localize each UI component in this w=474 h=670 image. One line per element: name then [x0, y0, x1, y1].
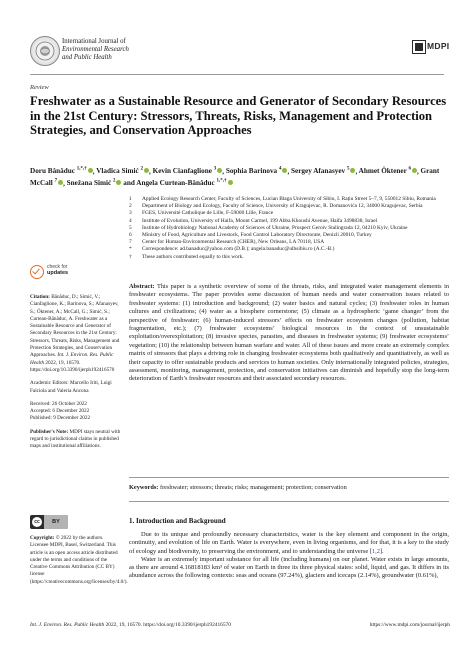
article-title: Freshwater as a Sustainable Resource and Generator of Secondary Resources in the 21st Century: Stressors, Threats, Risks, Management and Protection Strategies, and Conservation Approaches: [30, 94, 447, 137]
journal-name: [62, 38, 129, 62]
author-affiliation-marker: 4: [278, 167, 282, 172]
journal-seal-graphic: [31, 37, 59, 65]
affiliation-item: [129, 246, 449, 253]
by-icon: BY: [44, 515, 68, 529]
check-updates-line1: check for: [47, 264, 68, 270]
left-metadata-column: [30, 294, 122, 457]
journal-logo-icon: [30, 36, 60, 66]
affiliation-item: [129, 225, 449, 232]
mdpi-box-icon: [412, 40, 426, 54]
author-name[interactable]: Sophia Barinova $^4$: [225, 167, 282, 176]
affiliation-text: Correspondence: ad.banaduc@yahoo.com (D.B.); angela.banaduc@ulbsibiu.ro (A.C.-B.): [142, 246, 335, 253]
publisher-name: MDPI: [427, 41, 450, 51]
publisher-note-label: Publisher's Note:: [30, 428, 69, 435]
citation-details[interactable]: 2022, 19, 16570. https://doi.org/10.3390/ijerph192416570: [30, 359, 115, 373]
abstract: [129, 283, 449, 384]
publisher-note-text: MDPI stays neutral with regard to jurisdictional claims in published maps and institutional affiliations.: [30, 428, 121, 450]
author-name[interactable]: Vladica Simić $^2$: [96, 167, 144, 176]
journal-line-3: and Public Health: [62, 54, 112, 61]
editors-names: Marcello Iriti, Luigi Falciola and Valeria Ancona: [30, 380, 112, 394]
author-name[interactable]: Sergey Afanasyev $^5$: [291, 167, 350, 176]
body-paragraph: Water is an extremely important substance for all life (including humans) on our planet. Water exists in large amounts, as there are around 4.16818183 km³ of water on Earth in three its three physical states: solid, liquid, and gas. It differs in its abundance across the following contexts: seas and oceans (97.24%), glaciers and icecaps (2.14%), groundwater (0.61%),: [129, 555, 449, 580]
date-published: Published: 9 December 2022: [30, 415, 91, 422]
citation-journal: Int. J. Environ. Res. Public Health: [30, 352, 114, 366]
keywords: [129, 484, 449, 492]
cc-icon: cc: [32, 517, 42, 527]
editors-label: Academic Editors:: [30, 380, 69, 387]
body-paragraph: [129, 531, 449, 556]
mdpi-logo[interactable]: [412, 40, 450, 54]
editors-block: [30, 380, 122, 395]
affiliation-number: *: [129, 246, 132, 253]
affiliation-text: FGES, Université Catholique de Lille, F-59000 Lille, France: [142, 210, 274, 217]
abstract-label: Abstract:: [129, 283, 155, 290]
affiliation-text: These authors contributed equally to this work.: [142, 253, 244, 260]
affiliation-number: 3: [129, 210, 132, 217]
paragraph-text: Due to its unique and profoundly necessary characteristics, water is the key element and component in the origin, continuity, and evolution of life on Earth. Water is everywhere, even in living organisms, and for that, it is a key to the study of ecology and biodiversity, to preserving the environment, and to understanding the universe [: [129, 531, 449, 555]
author-affiliation-marker: 1,*,†: [76, 167, 87, 172]
footer-journal: Int. J. Environ. Res. Public Health: [30, 622, 105, 628]
citation-label: Citation:: [30, 294, 50, 300]
author-list: Doru Bănăduc $^{1,*,\dagger}$ , Vladica Simić $^2$ , Kevin Cianfaglione $^3$ , Sophia Barinova $^4$ , Sergey Afanasyev $^5$ , Ahmet Öktener $^6$ , Grant McCall $^7$ , Snežana Simić $^2$ and Angela Curtean-Bănăduc $^{1,*,\dagger}$: [30, 167, 440, 188]
author-name[interactable]: Kevin Cianfaglione $^3$: [152, 167, 217, 176]
section-heading: 1. Introduction and Background: [129, 517, 226, 525]
author-affiliation-marker: 5: [346, 167, 350, 172]
check-updates-line2: updates: [47, 269, 69, 276]
footer-volume[interactable]: 2022, 19, 16570. https://doi.org/10.3390/ijerph192416570: [105, 622, 231, 628]
affiliation-number: 5: [129, 224, 132, 231]
abstract-divider: [129, 477, 449, 478]
journal-line-1: International Journal of: [62, 38, 126, 45]
affiliation-number: 2: [129, 203, 132, 210]
cc-by-license-badge[interactable]: [30, 515, 68, 529]
header-divider: [30, 74, 444, 75]
citation-block: [30, 294, 122, 374]
affiliation-text: Ministry of Food, Agriculture and Livestock, Food Control Laboratory Directorate, Denizli 20010, Turkey: [142, 232, 372, 239]
affiliation-number: 6: [129, 232, 132, 239]
author-affiliation-marker: 3: [213, 167, 217, 172]
paragraph-text-end: ].: [379, 547, 384, 555]
check-updates-icon: [30, 265, 44, 279]
orcid-icon[interactable]: [228, 180, 233, 185]
affiliation-item: [129, 203, 449, 210]
affiliation-number: 7: [129, 239, 132, 246]
publisher-note-block: [30, 429, 122, 451]
citation-text: Bănăduc, D.; Simić, V.; Cianfaglione, K.; Barinova, S.; Afanasyev, S.; Öktener, A.; McCall, G.; Simić, S.; Curtean-Bănăduc, A. Freshwater as a Sustainable Resource and Generator of Secondary Resources in the 21st Century: Stressors, Threats, Risks, Management and Protection Strategies, and Conservation Approaches.: [30, 294, 120, 359]
author-name[interactable]: and Angela Curtean-Bănăduc $^{1,*,\dagger}$: [123, 178, 227, 188]
affiliation-text: Department of Biology and Ecology, Faculty of Science, University of Kragujevac, R. Domanovića 12, 34000 Kragujevac, Serbia: [142, 203, 423, 210]
author-name[interactable]: Ahmet Öktener $^6$: [358, 167, 411, 176]
affiliation-number: 1: [129, 196, 132, 202]
author-name[interactable]: Doru Bănăduc $^{1,*,\dagger}$: [30, 167, 87, 176]
keywords-divider: [129, 501, 449, 502]
abstract-text: This paper is a synthetic overview of some of the threats, risks, and integrated water management elements in freshwater ecosystems. The paper provides some discussion of human needs and water conservation issues related to freshwater systems: (1) introduction and background; (2) water basics and natural cycles; (3) freshwater roles in human cultures and civilizations; (4) water as a biosphere cornerstone; (5) climate as a hydrospheric ‘game changer’ from the perspective of freshwater; (6) human-induced stressors’ effects on freshwater ecosystem changes (pollution, habitat fragmentation, etc.); (7) freshwater ecosystems’ biological resources in the context of unsustainable exploitation/overexploitation; (8) invasive species, parasites, and diseases in freshwater systems; (9) freshwater ecosystems’ vegetation; (10) the relationship between human warfare and water. All of these issues and more create an extremely complex matrix of stressors that plays a driving role in changing freshwater ecosystems both qualitatively and quantitatively, as well as their capacity to offer sustainable products and services to human societies. Only internationally integrated policies, strategies, assessment, monitoring, management, protection, and conservation initiatives can diminish and hopefully stop the long-term deterioration of Earth’s freshwater resources and their associated secondary resources.: [129, 283, 449, 383]
reference-link[interactable]: 1,2: [371, 547, 380, 555]
date-accepted: Accepted: 6 December 2022: [30, 408, 90, 415]
author-affiliation-marker: 2: [112, 178, 116, 184]
affiliation-text: Institute of Hydrobiology National Academy of Sciences of Ukraine, Prospect Geroiv Stalingrada 12, 04210 Kyiv, Ukraine: [142, 224, 408, 231]
copyright-label: Copyright:: [30, 535, 55, 541]
check-for-updates-badge[interactable]: [30, 262, 68, 286]
affiliation-number: 4: [129, 217, 132, 224]
affiliation-list: [129, 196, 449, 261]
section-body: [129, 531, 449, 581]
copyright-text: © 2022 by the authors. Licensee MDPI, Basel, Switzerland. This article is an open access article distributed under the terms and conditions of the Creative Commons Attribution (CC BY) license (https://creativecommons.org/licenses/by/4.0/).: [30, 535, 128, 585]
date-received: Received: 26 October 2022: [30, 400, 87, 407]
dates-block: [30, 401, 122, 423]
author-name[interactable]: Snežana Simić $^2$: [66, 178, 116, 188]
affiliation-text: Institute of Evolution, University of Haifa, Mount Carmel, 199 Abba Khoushi Avenue, Haifa 3498838, Israel: [142, 217, 378, 224]
author-affiliation-marker: 2: [140, 167, 144, 172]
journal-line-2: Environmental Research: [62, 46, 129, 53]
copyright-block: [30, 535, 128, 586]
keywords-text: freshwater; stressors; threats; risks; management; protection; conservation: [159, 484, 347, 491]
affiliation-item: [129, 218, 449, 225]
affiliation-number: †: [129, 253, 132, 260]
footer-citation: [30, 622, 231, 628]
affiliation-text: Applied Ecology Research Center, Faculty of Sciences, Lucian Blaga University of Sibiu, I. Rațiu Street 5–7, 9, 550012 Sibiu, Romania: [142, 196, 436, 202]
footer-site-link[interactable]: https://www.mdpi.com/journal/ijerph: [369, 622, 450, 628]
affiliation-item: [129, 254, 449, 261]
author-affiliation-marker: 7: [54, 178, 58, 184]
author-name[interactable]: Grant McCall $^7$: [30, 167, 440, 188]
keywords-label: Keywords:: [129, 484, 159, 491]
affiliation-item: [129, 210, 449, 217]
affiliation-text: Center for Human-Environmental Research (CHER), New Orleans, LA 70118, USA: [142, 239, 325, 246]
article-type: Review: [30, 84, 49, 91]
author-affiliation-marker: 1,*,†: [216, 178, 227, 184]
author-affiliation-marker: 6: [408, 167, 411, 172]
